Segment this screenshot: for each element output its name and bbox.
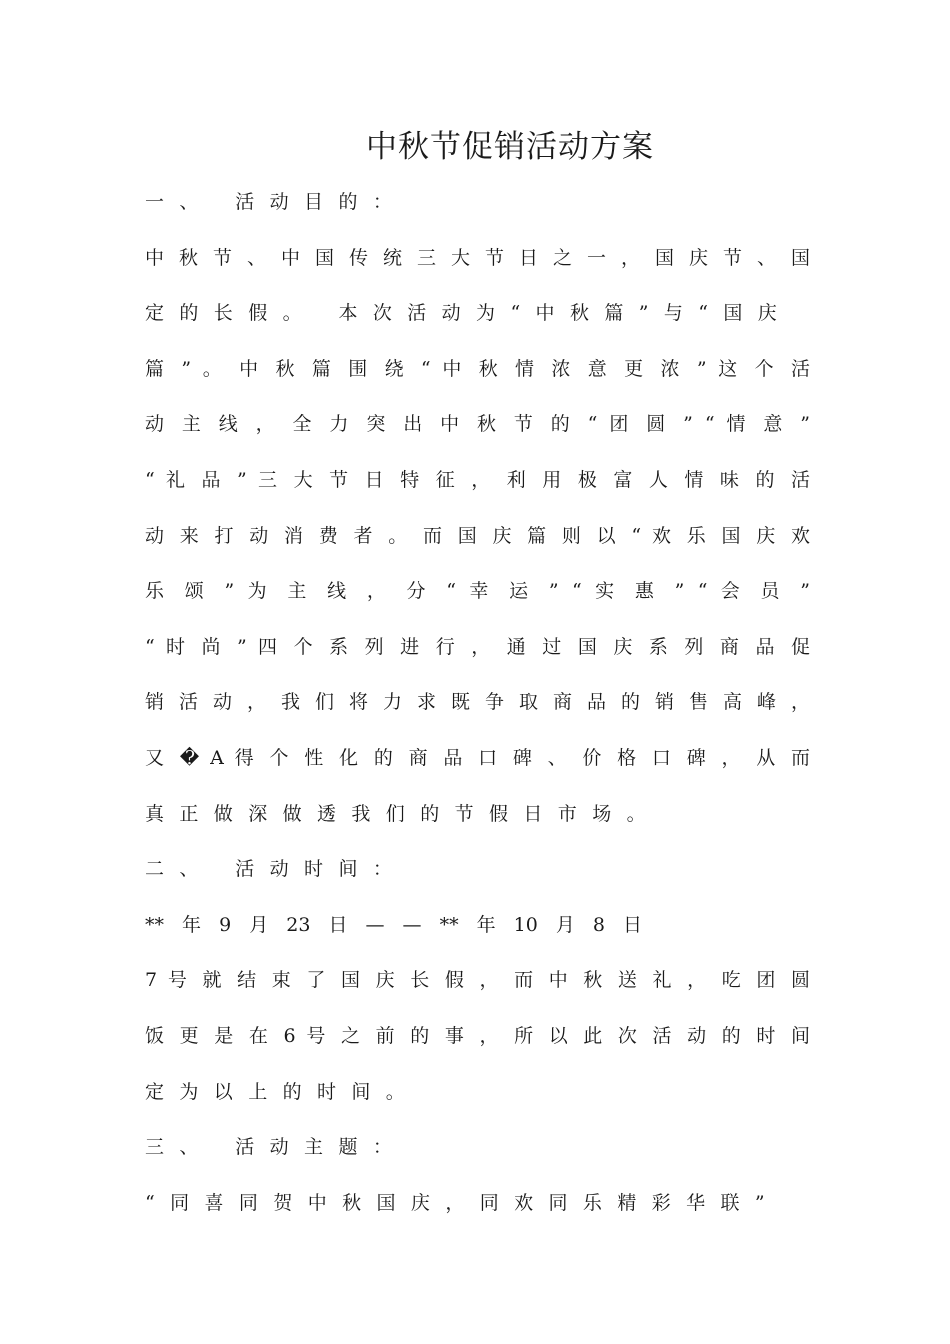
paragraph-line: 中 秋 节 、 中 国 传 统 三 大 节 日 之 一 ， 国 庆 节 、 国 — [145, 246, 810, 269]
document-body — [145, 175, 810, 1231]
document-title: 中秋节促销活动方案 — [366, 129, 654, 165]
section-heading-purpose: 一、 活动目的： — [145, 191, 408, 213]
paragraph-line: 又 � A 得 个 性 化 的 商 品 口 碑 、 价 格 口 碑 ， 从 而 — [145, 746, 810, 769]
paragraph-line: “ 时 尚 ” 四 个 系 列 进 行 ， 通 过 国 庆 系 列 商 品 促 — [145, 635, 810, 658]
paragraph-line: 真正做深做透我们的节假日市场。 — [145, 802, 662, 825]
section-heading-theme: 三、 活动主题： — [145, 1136, 408, 1159]
section-heading-time: 二、 活动时间： — [145, 858, 408, 881]
paragraph-line: 乐 颂 ” 为 主 线 ， 分 “ 幸 运 ” “ 实 惠 ” “ 会 员 ” — [145, 580, 810, 603]
date-range-line: ** 年 9 月 23 日 — — ** 年 10 月 8 日 — [145, 913, 643, 936]
paragraph-line: 动 主 线 ， 全 力 突 出 中 秋 节 的 “ 团 圆 ” “ 情 意 ” — [145, 413, 810, 436]
paragraph-line: 饭 更 是 在 6 号 之 前 的 事 ， 所 以 此 次 活 动 的 时 间 — [145, 1024, 810, 1047]
paragraph-line: 7 号 就 结 束 了 国 庆 长 假 ， 而 中 秋 送 礼 ， 吃 团 圆 — [145, 969, 810, 992]
paragraph-line: “ 礼 品 ” 三 大 节 日 特 征 ， 利 用 极 富 人 情 味 的 活 — [145, 468, 810, 491]
paragraph-line: 定的长假。 本次活动为“中秋篇”与“国庆 — [145, 302, 793, 325]
paragraph-line: 篇 ” 。 中 秋 篇 围 绕 “ 中 秋 情 浓 意 更 浓 ” 这 个 活 — [145, 357, 810, 380]
paragraph-line: 动 来 打 动 消 费 者 。 而 国 庆 篇 则 以 “ 欢 乐 国 庆 欢 — [145, 524, 810, 547]
paragraph-line: 销 活 动 ， 我 们 将 力 求 既 争 取 商 品 的 销 售 高 峰 ， — [145, 691, 810, 714]
paragraph-line: 定为以上的时间。 — [145, 1080, 421, 1103]
theme-slogan-line: “同喜同贺中秋国庆，同欢同乐精彩华联” — [145, 1191, 781, 1214]
